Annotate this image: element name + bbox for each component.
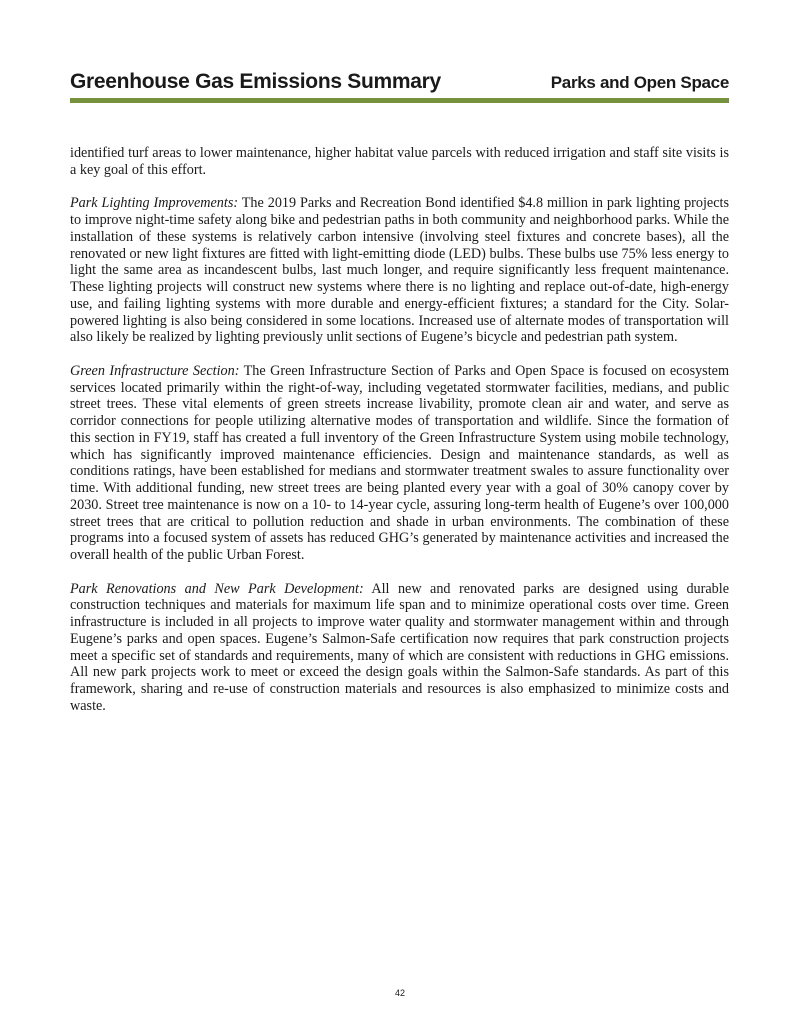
paragraph xyxy=(70,581,729,715)
body-text xyxy=(70,145,729,731)
paragraph xyxy=(70,145,729,179)
paragraph xyxy=(70,195,729,346)
paragraph-text: The 2019 Parks and Recreation Bond identified $4.8 million in park lighting projects to improve night-time safety along bike and pedestrian paths in both community and neighborhood parks. While the installation of these systems is relatively carbon intensive (involving steel fixtures and concrete bases), all the renovated or new light fixtures are fitted with light-emitting diode (LED) bulbs. These bulbs use 75% less energy to light the same area as incandescent bulbs, last much longer, and require significantly less frequent maintenance. These lighting projects will construct new systems where there is no lighting and replace out-of-date, high-energy use, and failing lighting systems with more durable and energy-efficient fixtures; a standard for the City. Solar-powered lighting is also being considered in some locations. Increased use of alternate modes of transportation will also likely be realized by lighting previously unlit sections of Eugene’s bicycle and pedestrian path system. xyxy=(70,195,729,346)
paragraph-lead: Park Renovations and New Park Development: xyxy=(70,580,364,597)
page-number: 42 xyxy=(394,988,405,998)
paragraph-lead: Park Lighting Improvements: xyxy=(70,195,239,212)
section-title: Parks and Open Space xyxy=(550,73,729,92)
paragraph xyxy=(70,363,729,564)
paragraph-text: All new and renovated parks are designed using durable construction techniques and materials for maximum life span and to minimize operational costs over time. Green infrastructure is included in all projects to improve water quality and stormwater management within and through Eugene’s parks and open spaces. Eugene’s Salmon-Safe certification now requires that park construction projects meet a specific set of standards and requirements, many of which are consistent with reductions in GHG emissions. All new park projects work to meet or exceed the design goals within the Salmon-Safe standards. As part of this framework, sharing and re-use of construction materials and resources is also emphasized to minimize costs and waste. xyxy=(70,580,729,714)
document-title: Greenhouse Gas Emissions Summary xyxy=(70,70,441,93)
paragraph-lead: Green Infrastructure Section: xyxy=(70,362,240,379)
paragraph-text: The Green Infrastructure Section of Parks and Open Space is focused on ecosystem services located primarily within the right-of-way, including vegetated stormwater facilities, medians, and public street trees. These vital elements of green streets increase livability, promote clean air and water, and serve as corridor connections for people utilizing alternative modes of transportation and wildlife. Since the formation of this section in FY19, staff has created a full inventory of the Green Infrastructure System using mobile technology, which has significantly improved maintenance efficiencies. Design and maintenance standards, as well as conditions ratings, have been established for medians and stormwater treatment swales to assure functionality over time. With additional funding, new street trees are being planted every year with a goal of 30% canopy cover by 2030. Street tree maintenance is now on a 10- to 14-year cycle, assuring long-term health of Eugene’s over 100,000 street trees that are critical to pollution reduction and shade in urban environments. The combination of these programs into a focused system of assets has reduced GHG’s generated by maintenance activities and increased the overall health of the public Urban Forest. xyxy=(70,362,729,563)
header-rule xyxy=(70,98,729,103)
page-header xyxy=(70,70,729,100)
paragraph-text: identified turf areas to lower maintenance, higher habitat value parcels with reduced irrigation and staff site visits is a key goal of this effort. xyxy=(70,145,729,178)
